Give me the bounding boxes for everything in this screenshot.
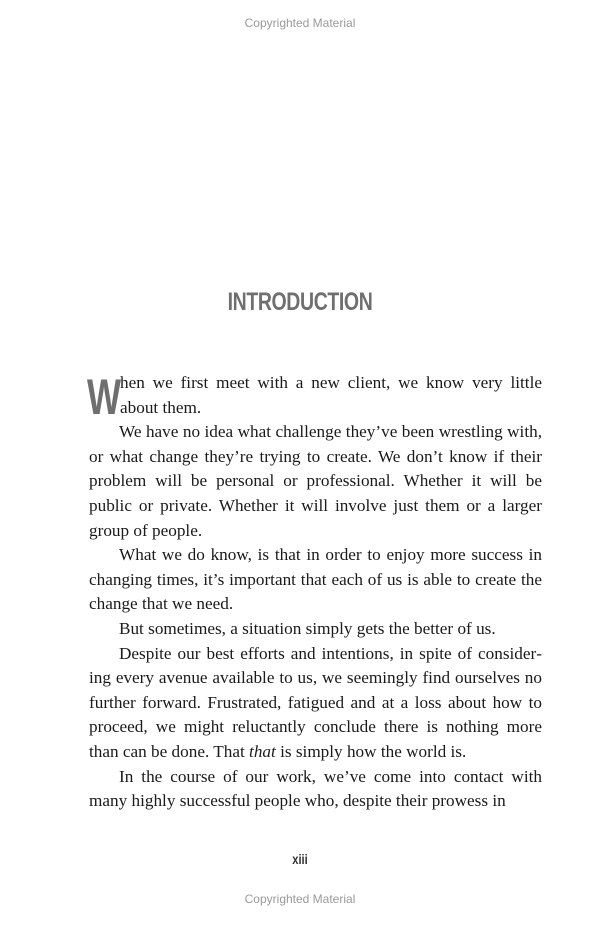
paragraph-1 (87, 369, 542, 425)
paragraph-4: But sometimes, a situation simply gets the better of us. (119, 618, 496, 638)
drop-cap: W (87, 369, 121, 425)
paragraph-5-end: is simply how the world is. (275, 741, 467, 761)
chapter-title: INTRODUCTION (227, 288, 373, 316)
watermark-bottom: Copyrighted Material (244, 892, 356, 906)
paragraph-5 (89, 642, 542, 765)
paragraph-1-text: hen we first meet with a new client, we know very little about them. (120, 373, 542, 417)
paragraph-2: We have no idea what challenge they’ve been wrestling with, or what change they’re trying to create. We don’t know if their problem will be personal or professional. Whether it will be public or private. Whether it will involve just them or a larger group of people. (89, 422, 542, 540)
paragraph-5-text: Despite our best efforts and intentions, in spite of considering every avenue available to us, we seemingly find ourselves no further forward. Frustrated, fatigued and at a loss about how to proceed, we might reluctantly conclude there is nothing more than can be done. That (89, 643, 542, 761)
paragraph-6: In the course of our work, we’ve come into contact with many highly successful people who, despite their prowess in (89, 766, 542, 811)
body-text (89, 371, 542, 814)
page-number: xiii (292, 851, 308, 867)
paragraph-5-emphasis: that (249, 741, 276, 761)
paragraph-3: What we do know, is that in order to enjoy more success in changing times, it’s important that each of us is able to create the change that we need. (89, 545, 542, 614)
watermark-top: Copyrighted Material (244, 16, 356, 30)
